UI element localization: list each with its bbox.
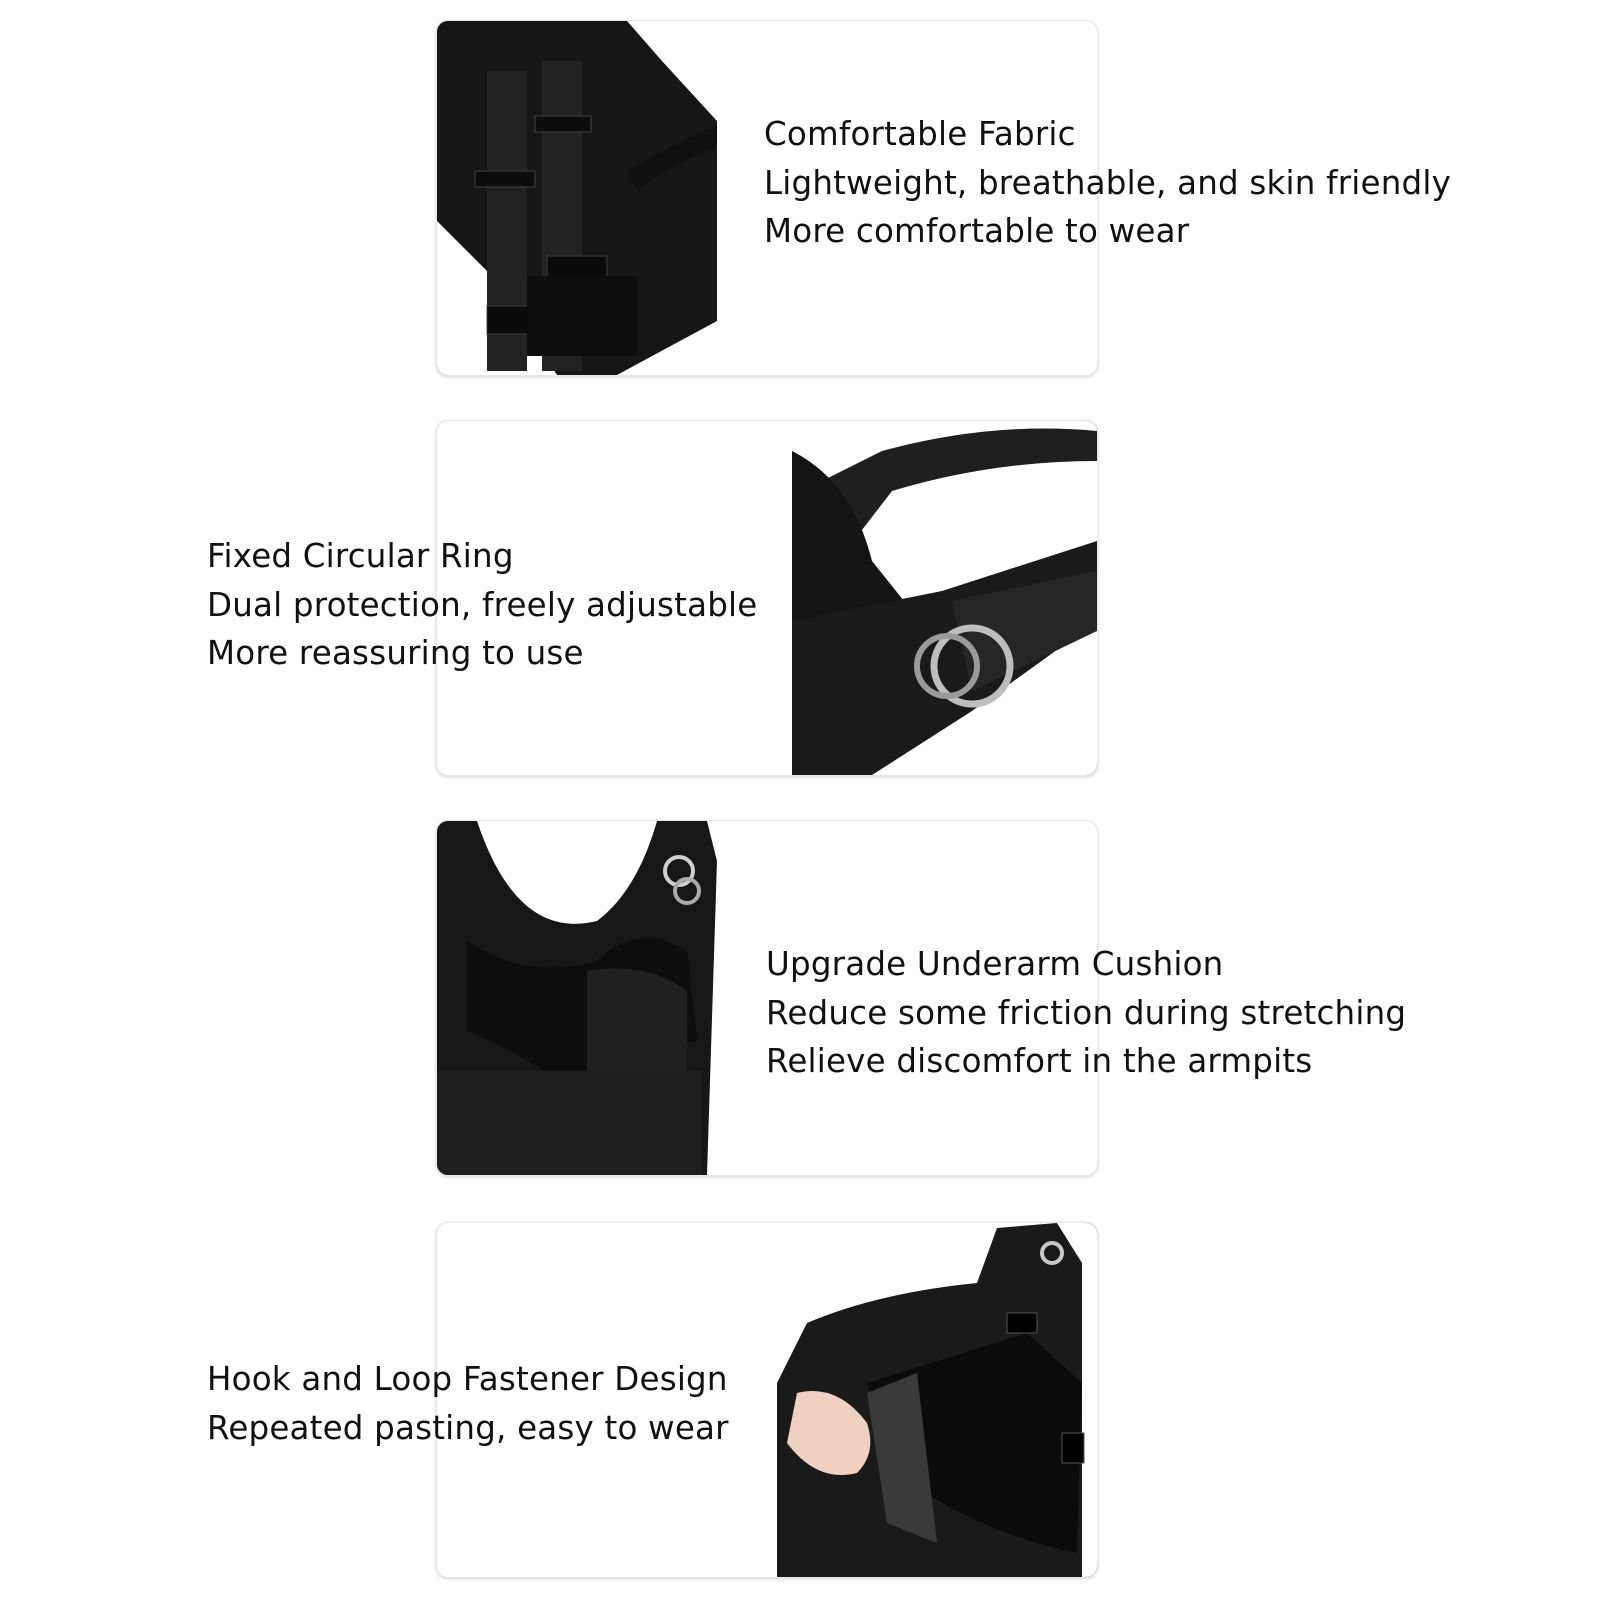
harness-hook-loop-photo bbox=[777, 1223, 1097, 1577]
feature-1-title: Comfortable Fabric bbox=[764, 115, 1076, 153]
feature-3-line-1: Reduce some friction during stretching bbox=[766, 993, 1407, 1032]
harness-d-ring-photo bbox=[792, 421, 1097, 775]
feature-4-line-1: Repeated pasting, easy to wear bbox=[207, 1408, 729, 1447]
feature-2-line-1: Dual protection, freely adjustable bbox=[207, 585, 758, 624]
feature-3-line-2: Relieve discomfort in the armpits bbox=[766, 1042, 1313, 1080]
feature-1-line-2: More comfortable to wear bbox=[764, 212, 1190, 250]
feature-2-line-2: More reassuring to use bbox=[207, 634, 584, 672]
feature-caption-3 bbox=[766, 940, 1406, 1086]
feature-caption-1 bbox=[764, 110, 1451, 256]
feature-caption-4 bbox=[207, 1355, 729, 1452]
feature-1-line-1: Lightweight, breathable, and skin friendly bbox=[764, 163, 1452, 202]
feature-4-title: Hook and Loop Fastener Design bbox=[207, 1360, 728, 1398]
feature-3-title: Upgrade Underarm Cushion bbox=[766, 945, 1224, 983]
feature-caption-2 bbox=[207, 532, 757, 678]
harness-underarm-cushion-photo bbox=[437, 821, 767, 1175]
harness-straps-buckles-photo bbox=[437, 21, 717, 375]
feature-2-title: Fixed Circular Ring bbox=[207, 537, 514, 575]
